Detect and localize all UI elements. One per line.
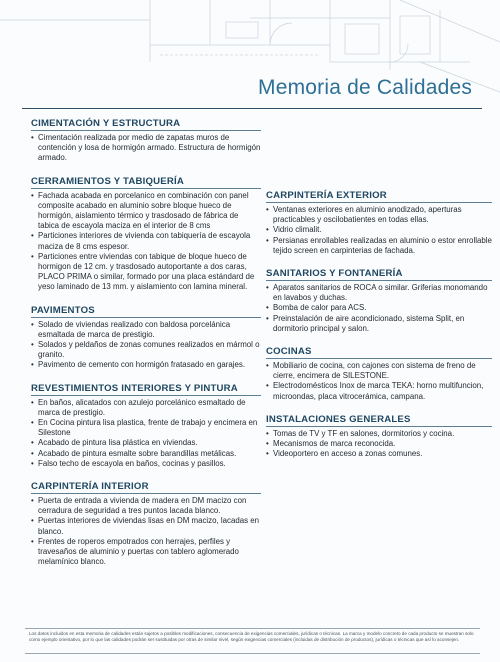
legal-disclaimer: Los datos incluidos en esta memoria de calidades están sujetos a posibles modificaciones, consecuencia de exigencias comerciales, jurídicas o técnicas. La marca y modelo concreto de cada producto se muestran solo como ejemplo orientativo, por lo que las calidades podrán ser sustituidas por otras de similar nivel, según exigencias comerciales (incluidas de distribución de productos), jurídicas o técnicas que así lo aconsejen. <box>25 628 480 654</box>
section-carpinteria-exterior <box>266 190 492 256</box>
list-item: • Puertas interiores de viviendas lisas en DM macizo, lacadas en blanco. <box>31 516 261 536</box>
list-item: • Solados y peldaños de zonas comunes realizados en mármol o granito. <box>31 340 261 360</box>
list-item: • Videoportero en acceso a zonas comunes. <box>266 449 492 459</box>
list-item: • En baños, alicatados con azulejo porcelánico esmaltado de marca de prestigio. <box>31 398 261 418</box>
section-title: CERRAMIENTOS Y TABIQUERÍA <box>31 176 261 189</box>
section-title: COCINAS <box>266 346 492 359</box>
section-title: PAVIMENTOS <box>31 305 261 318</box>
list-item: • Ventanas exteriores en aluminio anodizado, aperturas practicables y oscilobatientes en todas ellas. <box>266 205 492 225</box>
section-title: CARPINTERÍA EXTERIOR <box>266 190 492 203</box>
section-cocinas <box>266 346 492 402</box>
section-title: CIMENTACIÓN Y ESTRUCTURA <box>31 118 261 131</box>
list-item: • Persianas enrollables realizadas en aluminio o estor enrollable tejido screen en carpinterias de fachada. <box>266 236 492 256</box>
list-item: • Electrodomésticos Inox de marca TEKA: horno multifuncion, microondas, placa vitrocerámica, campana. <box>266 381 492 401</box>
page-title: Memoria de Calidades <box>258 76 473 99</box>
list-item: • Frentes de roperos empotrados con herrajes, perfiles y travesaños de aluminio y puertas con tablero aglomerado melamínico blanco. <box>31 537 261 568</box>
list-item: • Solado de viviendas realizado con baldosa porcelánica esmaltada de marca de prestigio. <box>31 320 261 340</box>
list-item: • Acabado de pintura esmalte sobre barandillas metálicas. <box>31 449 261 459</box>
list-item: • Preinstalación de aire acondicionado, sistema Split, en dormitorio principal y salon. <box>266 314 492 334</box>
section-carpinteria-interior <box>31 481 261 567</box>
section-sanitarios <box>266 268 492 334</box>
list-item: • Pavimento de cemento con hormigón fratasado en garajes. <box>31 360 261 370</box>
title-rule <box>22 108 482 109</box>
list-item: • Particiones interiores de vivienda con tabiquería de escayola maciza de 8 cms espesor. <box>31 231 261 251</box>
architectural-plan-background <box>0 0 500 135</box>
list-item: • Falso techo de escayola en baños, cocinas y pasillos. <box>31 459 261 469</box>
list-item: • Mecanismos de marca reconocida. <box>266 439 492 449</box>
list-item: • Particiones entre viviendas con tabique de bloque hueco de hormigon de 12 cm. y trasdosado autoportante a dos caras, PLACO PRIMA o similar, formado por una placa estándard de yeso laminado de 13 mm. y aislamiento con lamina mineral. <box>31 252 261 293</box>
section-cerramientos <box>31 176 261 293</box>
list-item: • Acabado de pintura lisa plástica en viviendas. <box>31 438 261 448</box>
section-title: INSTALACIONES GENERALES <box>266 414 492 427</box>
section-title: SANITARIOS Y FONTANERÍA <box>266 268 492 281</box>
list-item: • Tomas de TV y TF en salones, dormitorios y cocina. <box>266 429 492 439</box>
right-column <box>266 118 492 471</box>
section-cimentacion <box>31 118 261 164</box>
section-revestimientos <box>31 383 261 469</box>
section-title: REVESTIMIENTOS INTERIORES Y PINTURA <box>31 383 261 396</box>
left-column <box>31 118 261 580</box>
section-pavimentos <box>31 305 261 371</box>
list-item: • Aparatos sanitarios de ROCA o similar. Griferias monomando en lavabos y duchas. <box>266 283 492 303</box>
section-title: CARPINTERÍA INTERIOR <box>31 481 261 494</box>
list-item: • Vidrio climalit. <box>266 225 492 235</box>
list-item: • En Cocina pintura lisa plastica, frente de trabajo y encimera en Silestone <box>31 418 261 438</box>
section-instalaciones <box>266 414 492 460</box>
list-item: • Cimentación realizada por medio de zapatas muros de contención y losa de hormigón armado. Estructura de hormigón armado. <box>31 133 261 164</box>
list-item: • Fachada acabada en porcelanico en combinación con panel composite acabado en aluminio sobre bloque hueco de hormigón, aislamiento térmico y trasdosado de fábrica de tabica de escayola maciza en el interior de 8 cms <box>31 191 261 232</box>
list-item: • Mobiliario de cocina, con cajones con sistema de freno de cierre, encimera de SILESTONE. <box>266 361 492 381</box>
list-item: • Bomba de calor para ACS. <box>266 303 492 313</box>
list-item: • Puerta de entrada a vivienda de madera en DM macizo con cerradura de seguridad a tres puntos lacada blanco. <box>31 496 261 516</box>
